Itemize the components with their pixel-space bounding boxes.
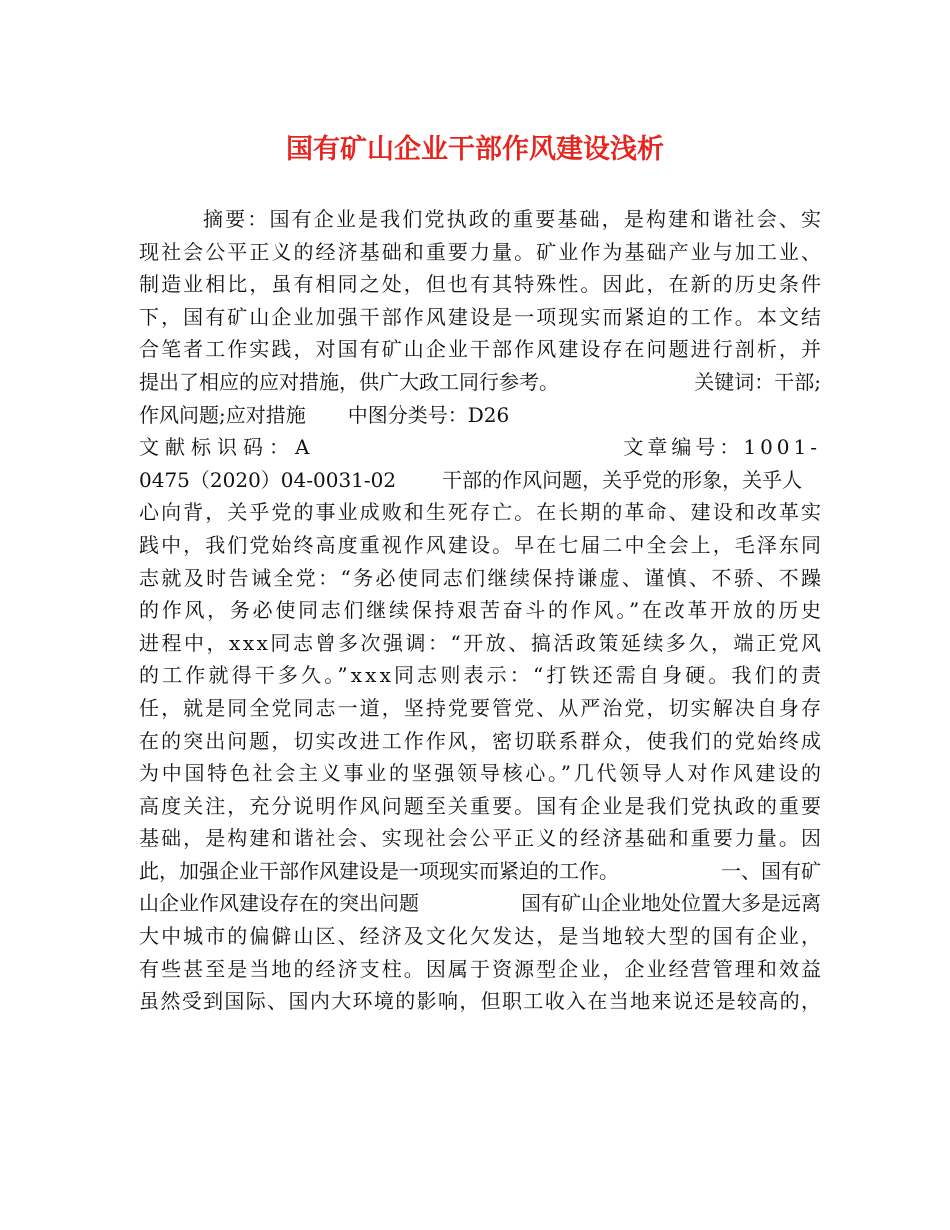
keywords-label: 关键词：干部; [694, 369, 821, 394]
text-line-content: 干部的作风问题，关乎党的形象，关乎人 [442, 467, 803, 492]
text-line [139, 757, 824, 790]
text-line-content: 践中，我们党始终高度重视作风建设。早在七届二中全会上，毛泽东同 [139, 532, 824, 557]
section-heading-part: 山企业作风建设存在的突出问题 [139, 891, 419, 916]
text-line [139, 236, 824, 269]
text-line [139, 594, 824, 627]
text-line [139, 562, 824, 595]
text-line [139, 301, 824, 334]
keywords-values: 作风问题;应对措施 [139, 402, 306, 427]
text-line [139, 953, 824, 986]
text-line [139, 496, 824, 529]
text-line [139, 659, 825, 692]
text-line-content: 在的突出问题，切实改进工作作风，密切联系群众，使我们的党始终成 [139, 728, 824, 753]
document-title: 国有矿山企业干部作风建设浅析 [286, 134, 664, 165]
text-line [139, 203, 824, 236]
text-line [139, 268, 824, 301]
text-line-content: 为中国特色社会主义事业的坚强领导核心。”几代领导人对作风建设的 [139, 761, 824, 786]
text-line-content: 国有矿山企业地处位置大多是远离 [521, 891, 821, 916]
text-line-content: 的作风，务必使同志们继续保持艰苦奋斗的作风。”在改革开放的历史 [139, 598, 824, 623]
text-line-content: 下，国有矿山企业加强干部作风建设是一项现实而紧迫的工作。本文结 [139, 304, 824, 329]
article-number-cont: 0475（2020）04-0031-02 [139, 467, 397, 492]
text-line [139, 366, 821, 399]
text-line-content: 提出了相应的应对措施，供广大政工同行参考。 [139, 369, 559, 394]
text-line [139, 399, 821, 432]
text-line [139, 887, 821, 920]
text-line-content: 合笔者工作实践，对国有矿山企业干部作风建设存在问题进行剖析，并 [139, 337, 824, 362]
text-line [139, 333, 824, 366]
text-line-content: 基础，是构建和谐社会、实现社会公平正义的经济基础和重要力量。因 [139, 826, 824, 851]
text-line [139, 464, 821, 497]
article-number: 文章编号：1001- [623, 435, 821, 460]
text-line-content: 有些甚至是当地的经济支柱。因属于资源型企业，企业经营管理和效益 [139, 956, 824, 981]
text-line-content: 的工作就得干多久。”xxx同志则表示：“打铁还需自身硬。我们的责 [139, 663, 825, 688]
text-line-content: 摘要：国有企业是我们党执政的重要基础，是构建和谐社会、实 [203, 207, 824, 231]
text-line-content: 任，就是同全党同志一道，坚持党要管党、从严治党，切实解决自身存 [139, 695, 824, 720]
text-line-content: 制造业相比，虽有相同之处，但也有其特殊性。因此，在新的历史条件 [139, 272, 824, 297]
text-line-content: 志就及时告诫全党：“务必使同志们继续保持谦虚、谨慎、不骄、不躁 [139, 565, 824, 590]
text-line [139, 822, 824, 855]
document-code: 文献标识码：A [139, 435, 316, 460]
text-line-content: 大中城市的偏僻山区、经济及文化欠发达，是当地较大型的国有企业， [139, 924, 824, 949]
text-line [139, 790, 824, 823]
text-line [139, 627, 824, 660]
text-line-content: 进程中，xxx同志曾多次强调：“开放、搞活政策延续多久，端正党风 [139, 630, 824, 655]
document-body [139, 203, 825, 1018]
section-heading-part: 一、国有矿 [721, 858, 821, 883]
text-line-content: 心向背，关乎党的事业成败和生死存亡。在长期的革命、建设和改革实 [139, 500, 824, 525]
text-line [139, 725, 824, 758]
text-line [139, 692, 824, 725]
text-line-content: 此，加强企业干部作风建设是一项现实而紧迫的工作。 [139, 858, 619, 883]
text-line-content: 现社会公平正义的经济基础和重要力量。矿业作为基础产业与加工业、 [139, 239, 824, 264]
text-line [139, 920, 824, 953]
classification-number: 中图分类号：D26 [347, 402, 510, 427]
text-line [139, 985, 821, 1018]
text-line-content: 虽然受到国际、国内大环境的影响，但职工收入在当地来说还是较高的， [139, 989, 823, 1014]
text-line-content: 高度关注，充分说明作风问题至关重要。国有企业是我们党执政的重要 [139, 793, 824, 818]
text-line [139, 529, 824, 562]
text-line [139, 855, 821, 888]
text-line [139, 431, 821, 464]
